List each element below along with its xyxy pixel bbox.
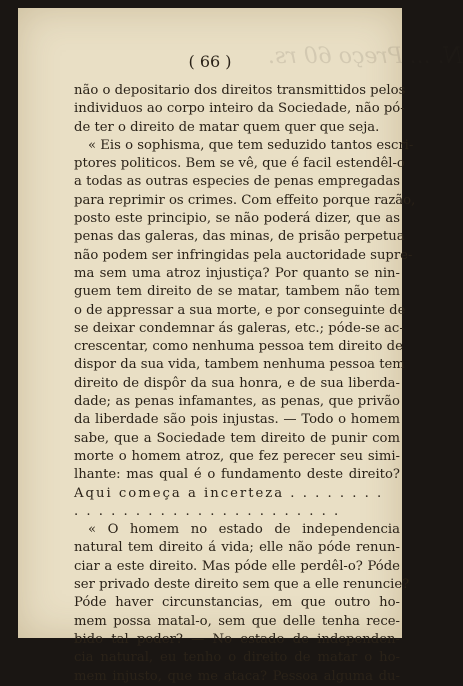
- text-line: não podem ser infringidas pela auctoridade supre-: [74, 247, 413, 263]
- text-line: de ter o direito de matar quem quer que seja.: [74, 119, 380, 135]
- text-line: Póde haver circunstancias, em que outro ho-: [74, 595, 400, 611]
- text-line: dispor da sua vida, tambem nenhuma pessoa tem: [74, 357, 405, 373]
- text-line: penas das galeras, das minas, de prisão perpetua: [74, 229, 405, 245]
- text-line: ciar a este direito. Mas póde elle perdêl-o? Póde: [74, 558, 400, 574]
- text-line: ser privado deste direito sem que a elle renuncie?: [74, 577, 410, 593]
- text-line: morte o homem atroz, que fez perecer seu simi-: [74, 448, 400, 464]
- page-number: ( 66 ): [188, 52, 232, 71]
- text-line: « Eis o sophisma, que tem seduzido tantos escri-: [88, 137, 414, 153]
- text-line: lhante: mas qual é o fundamento deste direito?: [74, 467, 400, 483]
- text-line: posto este principio, se não poderá dizer, que as: [74, 211, 400, 227]
- text-line: crescentar, como nenhuma pessoa tem direito de: [74, 339, 403, 355]
- text-line: sabe, que a Sociedade tem direito de punir com: [74, 430, 400, 446]
- text-line: se deixar condemnar ás galeras, etc.; póde-se ac-: [74, 320, 404, 336]
- text-line: mem injusto, que me ataca? Pessoa alguma du-: [74, 668, 400, 684]
- text-line: para reprimir os crimes. Com effeito porque razão,: [74, 192, 416, 208]
- text-line: bido tal poder? — No estado de independen-: [74, 631, 400, 647]
- text-line: da liberdade são pois injustas. — Todo o homem: [74, 412, 400, 428]
- text-line: individuos ao corpo inteiro da Sociedade, não pó-: [74, 101, 405, 117]
- text-line: a todas as outras especies de penas empregadas: [74, 174, 400, 190]
- text-line: não o depositario dos direitos transmittidos pelos: [74, 83, 406, 98]
- body-text: [74, 82, 416, 686]
- text-line: ptores politicos. Bem se vê, que é facil estendêl-o: [74, 156, 405, 172]
- text-line: mem possa matal-o, sem que delle tenha rece-: [74, 613, 400, 629]
- text-line: « O homem no estado de independencia: [88, 522, 400, 538]
- book-page: [18, 8, 463, 684]
- text-line: ma sem uma atroz injustiça? Por quanto se nin-: [74, 265, 400, 281]
- text-line: . . . . . . . . . . . . . . . . . . . . . .: [74, 503, 341, 519]
- text-line: cia natural, eu tenho o direito de matar o ho-: [74, 650, 400, 666]
- text-line: dade; as penas infamantes, as penas, que privão: [74, 394, 400, 410]
- text-line: natural tem direito á vida; elle não póde renun-: [74, 540, 400, 556]
- text-line: Aqui começa a incerteza . . . . . . . .: [74, 485, 384, 501]
- text-line: direito de dispôr da sua honra, e de sua liberda-: [74, 375, 400, 391]
- text-line: o de appressar a sua morte, e por conseguinte de: [74, 302, 406, 318]
- show-through-text: N. ... Preço 60 rs.: [268, 44, 463, 69]
- text-line: guem tem direito de se matar, tambem não tem: [74, 284, 400, 300]
